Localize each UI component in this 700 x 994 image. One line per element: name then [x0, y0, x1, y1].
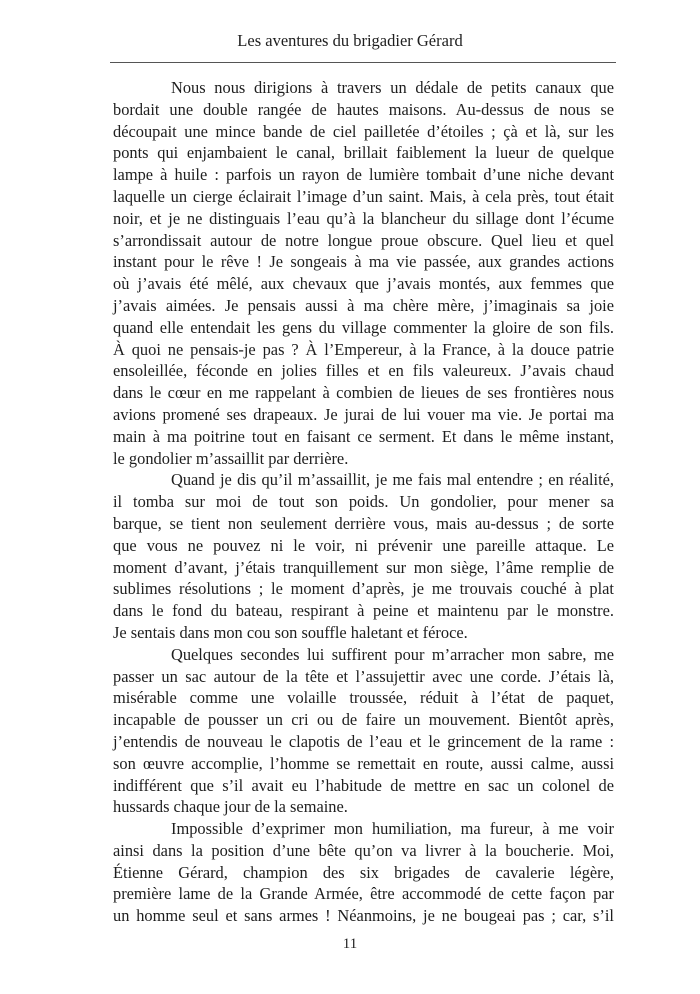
text-line: son œuvre accomplie, l’homme se remettait en route, aussi calme, aussi: [113, 753, 614, 773]
text-line: Nous nous dirigions à travers un dédale de petits canaux que: [171, 78, 614, 97]
text-line: Quand je dis qu’il m’assaillit, je me fais mal entendre ; en réalité,: [171, 470, 614, 490]
text-line: dans le fond du bateau, respirant à peine et maintenu par le monstre.: [113, 601, 614, 621]
text-line: Je sentais dans mon cou son souffle haletant et féroce.: [113, 622, 468, 642]
text-line: que vous ne pouvez ni le voir, ni prévenir une pareille attaque. Le: [113, 535, 614, 555]
text-line: Impossible d’exprimer mon humiliation, ma fureur, à me voir: [171, 819, 614, 839]
text-line: hussards chaque jour de la semaine.: [113, 797, 348, 817]
text-line: le gondolier m’assaillit par derrière.: [113, 448, 349, 468]
text-line: Étienne Gérard, champion des six brigades de cavalerie légère,: [113, 862, 614, 882]
text-line: s’arrondissait autour de notre longue proue obscure. Quel lieu et quel: [113, 230, 614, 250]
text-line: ponts qui enjambaient le canal, brillait faiblement la lueur de quelque: [113, 143, 614, 163]
text-line: indifférent que s’il avait eu l’habitude de mettre en sac un colonel de: [113, 775, 614, 795]
paragraph: [113, 818, 614, 927]
text-line: incapable de pousser un cri ou de faire un mouvement. Bientôt après,: [113, 710, 614, 730]
text-line: lampe à huile : parfois un rayon de lumière tombait d’une niche devant: [113, 165, 614, 185]
text-line: sublimes résolutions ; le moment d’après, je me trouvais couché à plat: [113, 579, 614, 599]
text-line: bordait une double rangée de hautes maisons. Au-dessus de nous se: [113, 99, 614, 119]
header-rule: [110, 62, 616, 63]
running-head-title: Les aventures du brigadier Gérard: [237, 31, 463, 50]
paragraph: [113, 644, 614, 818]
paragraph: [113, 77, 614, 469]
text-line: ensoleillée, féconde en jolies filles et en fils valeureux. J’avais chaud: [113, 361, 614, 381]
text-line: instant pour le rêve ! Je songeais à ma vie passée, aux grandes actions: [113, 252, 614, 272]
text-line: j’entendis de nouveau le clapotis de l’eau et le grincement de la rame :: [113, 731, 614, 751]
text-line: un homme seul et sans armes ! Néanmoins, je ne bougeai pas ; car, s’il: [113, 906, 614, 926]
text-line: découpait une mince bande de ciel pailletée d’étoiles ; çà et là, sur les: [113, 121, 614, 141]
page-number: 11: [342, 936, 358, 952]
text-line: misérable comme une volaille troussée, réduit à l’état de paquet,: [113, 688, 614, 708]
text-line: quand elle entendait les gens du village commenter la gloire de son fils.: [113, 317, 614, 337]
text-line: moment d’avant, j’étais tranquillement sur mon siège, l’âme remplie de: [113, 557, 614, 577]
body-text: [113, 77, 614, 927]
text-line: j’avais aimées. Je pensais aussi à ma chère mère, j’imaginais sa joie: [113, 295, 614, 315]
text-line: barque, se tient non seulement derrière vous, mais au-dessus ; de sorte: [113, 513, 614, 533]
text-line: où j’avais été mêlé, aux chevaux que j’avais montés, aux femmes que: [113, 274, 614, 294]
text-line: ainsi dans la position d’une bête qu’on va livrer à la boucherie. Moi,: [113, 840, 614, 860]
text-line: passer un sac autour de la tête et l’assujettir avec une corde. J’étais là,: [113, 666, 614, 686]
text-line: noir, et je ne distinguais l’eau qu’à la blancheur du sillage dont l’écume: [113, 208, 614, 228]
text-line: première lame de la Grande Armée, être accommodé de cette façon par: [113, 884, 614, 904]
text-line: avions promené ses drapeaux. Je jurai de lui vouer ma vie. Je portai ma: [113, 404, 614, 424]
text-line: À quoi ne pensais-je pas ? À l’Empereur, à la France, à la douce patrie: [113, 339, 614, 359]
text-line: il tomba sur moi de tout son poids. Un gondolier, pour mener sa: [113, 492, 614, 512]
paragraph: [113, 469, 614, 643]
text-line: laquelle un cierge éclairait l’image d’un saint. Mais, à cela près, tout était: [113, 186, 614, 206]
text-line: dans le cœur en me rappelant à combien de lieues de ses frontières nous: [113, 383, 614, 403]
text-line: Quelques secondes lui suffirent pour m’arracher mon sabre, me: [171, 644, 614, 664]
text-line: main à ma poitrine tout en faisant ce serment. Et dans le même instant,: [113, 426, 614, 446]
